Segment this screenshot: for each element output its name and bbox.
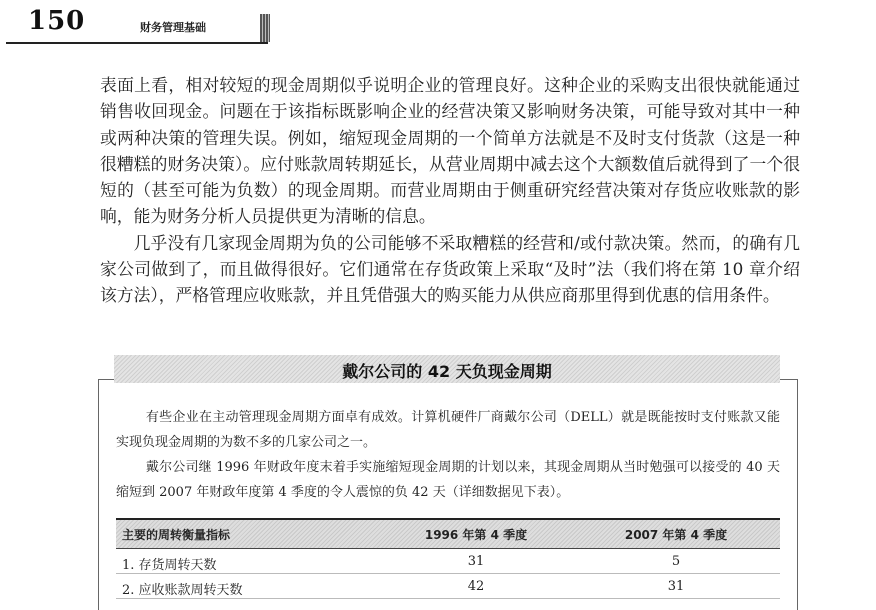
table-cell: 31 <box>667 579 685 594</box>
box-title: 戴尔公司的 42 天负现金周期 <box>342 362 552 381</box>
box-title-bar <box>114 355 780 383</box>
box-body <box>116 405 780 505</box>
table-cell: 5 <box>671 554 681 569</box>
case-box <box>98 355 798 605</box>
box-paragraph: 戴尔公司继 1996 年财政年度末着手实施缩短现金周期的计划以来，其现金周期从当时勉强可以接受的 40 天缩短到 2007 年财政年度第 4 季度的令人震惊的负 42 天（详细数据见下表）。 <box>116 460 780 500</box>
table-cell: 2. 应收账款周转天数 <box>122 583 243 598</box>
paragraph: 几乎没有几家现金周期为负的公司能够不采取糟糕的经营和/或付款决策。然而，的确有几家公司做到了，而且做得很好。它们通常在存货政策上采取“及时”法（我们将在第 10 章介绍该方法），严格管理应收账款，并且凭借强大的购买能力从供应商那里得到优惠的信用条件。 <box>100 232 800 306</box>
table-header-cell: 主要的周转衡量指标 <box>122 528 231 542</box>
page-number: 150 <box>28 6 86 36</box>
paragraph: 表面上看，相对较短的现金周期似乎说明企业的管理良好。这种企业的采购支出很快就能通过销售收回现金。问题在于该指标既影响企业的经营决策又影响财务决策，可能导致对其中一种或两种决策的管理失误。例如，缩短现金周期的一个简单方法就是不及时支付货款（这是一种很糟糕的财务决策）。应付账款周转期延长，从营业周期中减去这个大额数值后就得到了一个很短的（甚至可能为负数）的现金周期。而营业周期由于侧重研究经营决策对存货应收账款的影响，能为财务分析人员提供更为清晰的信息。 <box>100 75 800 227</box>
table-row <box>116 549 780 574</box>
table-cell: 42 <box>467 579 485 594</box>
table-header-cell: 1996 年第 4 季度 <box>424 528 528 542</box>
page-header <box>0 0 876 44</box>
header-rule <box>6 42 268 44</box>
box-paragraph: 有些企业在主动管理现金周期方面卓有成效。计算机硬件厂商戴尔公司（DELL）就是既能按时支付账款又能实现负现金周期的为数不多的几家公司之一。 <box>116 410 780 450</box>
table-header-cell: 2007 年第 4 季度 <box>624 528 728 542</box>
table-cell: 1. 存货周转天数 <box>122 558 217 573</box>
turnover-table <box>116 518 780 599</box>
table-header-row <box>116 518 780 549</box>
header-marker <box>260 14 270 42</box>
table-cell: 31 <box>467 554 485 569</box>
body-text <box>100 72 800 309</box>
book-title: 财务管理基础 <box>140 21 206 34</box>
table-row <box>116 574 780 599</box>
